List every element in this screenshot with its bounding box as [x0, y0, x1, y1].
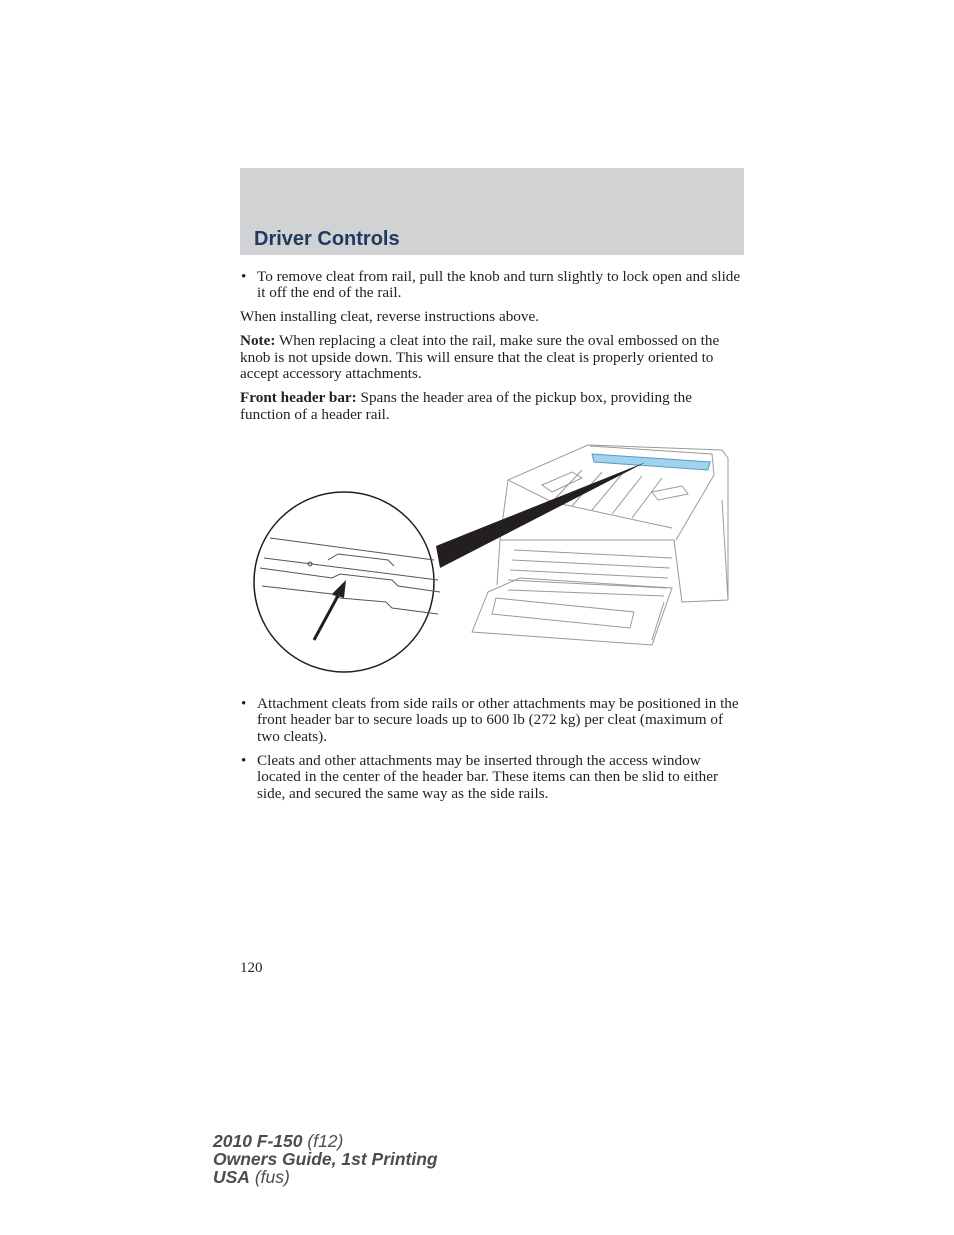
footer-model-code: (f12)	[302, 1131, 344, 1151]
bullet-access-window	[240, 753, 745, 802]
front-header-label: Front header bar:	[240, 389, 357, 407]
bullet-attachment-cleats	[240, 696, 745, 745]
bullet-symbol: •	[241, 695, 247, 712]
section-title: Driver Controls	[254, 228, 400, 250]
footer-edition	[213, 1132, 438, 1186]
bullet-symbol: •	[241, 751, 247, 769]
front-header-text: Spans the header area of the pickup box, providing the function of a header rail.	[240, 389, 693, 423]
page-number: 120	[240, 960, 263, 976]
footer-line-1	[213, 1132, 438, 1150]
text-block-top	[240, 269, 745, 431]
text-block-bottom	[240, 696, 745, 810]
bullet-remove-cleat	[240, 269, 745, 302]
footer-line-2: Owners Guide, 1st Printing	[213, 1149, 438, 1169]
note-text: When replacing a cleat into the rail, make sure the oval embossed on the knob is not upside down. This will ensure that the cleat is properly oriented to accept accessory attachments.	[240, 332, 720, 383]
section-header	[240, 168, 744, 255]
footer-market-code: (fus)	[249, 1167, 290, 1187]
front-header-paragraph	[240, 390, 745, 423]
footer-line-3	[213, 1168, 438, 1186]
footer-model: 2010 F-150	[213, 1131, 303, 1151]
bullet-text: Cleats and other attachments may be inserted through the access window located in the center of the header bar. These items can then be slid to either side, and secured the same way as the side rails.	[257, 751, 719, 802]
install-paragraph: When installing cleat, reverse instructions above.	[240, 308, 540, 326]
pickup-box-illustration	[252, 440, 732, 676]
bullet-symbol: •	[241, 268, 247, 285]
bullet-text: To remove cleat from rail, pull the knob and turn slightly to lock open and slide it off the end of the rail.	[257, 268, 741, 302]
footer-market: USA	[213, 1167, 250, 1187]
note-paragraph	[240, 333, 745, 382]
bullet-text: Attachment cleats from side rails or other attachments may be positioned in the front header bar to secure loads up to 600 lb (272 kg) per cleat (maximum of two cleats).	[257, 695, 739, 745]
note-label: Note:	[240, 332, 276, 350]
